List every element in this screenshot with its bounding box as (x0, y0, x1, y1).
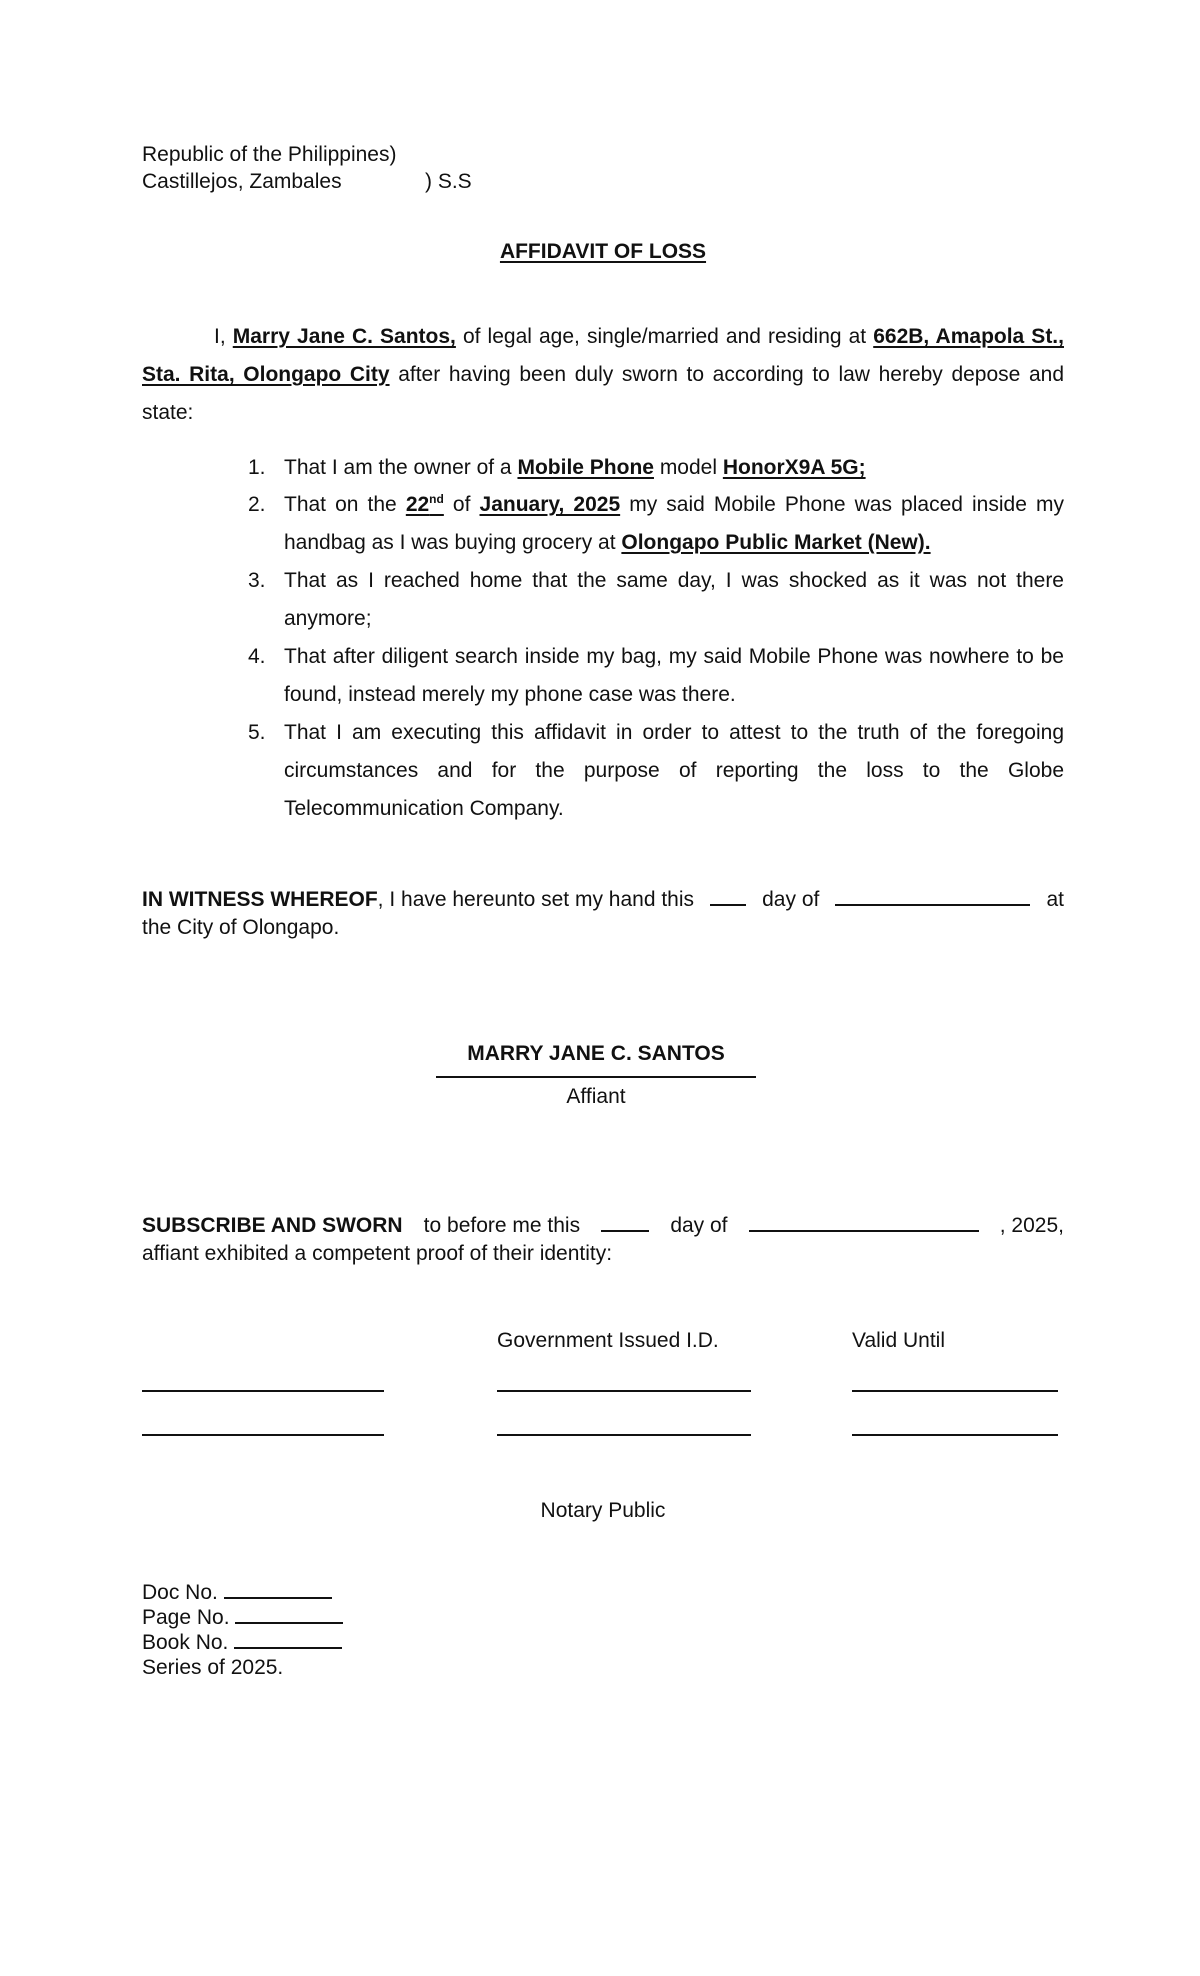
witness-line-2: the City of Olongapo. (142, 916, 340, 939)
valid-until-column-header: Valid Until (852, 1329, 945, 1352)
list-item (248, 562, 1064, 638)
item-number: 2. (248, 493, 266, 516)
venue-ss: ) S.S (425, 170, 472, 193)
loss-date: January, 2025 (479, 493, 621, 516)
sworn-lead: SUBSCRIBE AND SWORN (142, 1214, 403, 1237)
signature-line (436, 1076, 756, 1078)
witness-text-1: , I have hereunto set my hand this (377, 888, 695, 911)
sworn-paragraph (142, 1210, 1064, 1268)
witness-paragraph (142, 884, 1064, 942)
witness-day-blank (710, 884, 746, 906)
page-no-label: Page No. (142, 1606, 230, 1629)
affiant-name: MARRY JANE C. SANTOS (467, 1042, 725, 1065)
item-text: That on the (284, 493, 397, 516)
item-number: 5. (248, 721, 266, 744)
id-row-2-id-line (497, 1434, 751, 1436)
witness-month-blank (835, 884, 1030, 906)
item-text: That after diligent search inside my bag, my said Mobile Phone was nowhere to be found, instead merely my phone case was there. (284, 645, 1064, 706)
venue-line-1: Republic of the Philippines) (142, 143, 397, 166)
witness-text-3: at (1046, 888, 1064, 911)
loss-day: 22nd (405, 492, 444, 516)
intro-text-2: after having been duly sworn to according to law hereby depose and state: (142, 363, 1064, 424)
sworn-line-2: affiant exhibited a competent proof of their identity: (142, 1242, 613, 1265)
id-row-2-valid-line (852, 1434, 1058, 1436)
item-number: 1. (248, 456, 266, 479)
list-item (248, 449, 1064, 487)
series-label: Series of 2025. (142, 1656, 284, 1679)
doc-no-label: Doc No. (142, 1581, 218, 1604)
notary-label: Notary Public (540, 1499, 666, 1522)
sworn-day-blank (601, 1210, 649, 1232)
id-row-1-name-line (142, 1390, 384, 1392)
page-no-blank (235, 1605, 343, 1624)
intro-paragraph (142, 318, 1064, 432)
affiant-address: 662B, Amapola St., Sta. Rita, Olongapo City (142, 325, 1064, 386)
item-text: of (452, 493, 471, 516)
id-column-header: Government Issued I.D. (497, 1329, 719, 1352)
id-row-1-id-line (497, 1390, 751, 1392)
loss-place: Olongapo Public Market (New). (621, 531, 931, 554)
item-number: 3. (248, 569, 266, 592)
id-row-2-name-line (142, 1434, 384, 1436)
witness-text-2: day of (762, 888, 820, 911)
item-object: Mobile Phone (517, 456, 654, 479)
book-no-label: Book No. (142, 1631, 229, 1654)
intro-text-1: of legal age, single/married and residing at (462, 325, 867, 348)
sworn-text-3: , 2025, (999, 1214, 1064, 1237)
docket-block (142, 1580, 343, 1680)
book-no-blank (234, 1630, 342, 1649)
phone-model: HonorX9A 5G; (722, 456, 866, 479)
sworn-text-2: day of (670, 1214, 728, 1237)
item-text: model (659, 456, 718, 479)
affiant-label: Affiant (566, 1085, 626, 1108)
sworn-text-1: to before me this (423, 1214, 581, 1237)
affiant-name-inline: Marry Jane C. Santos, (232, 325, 456, 348)
item-text: my said Mobile Phone was placed inside my handbag as I was buying grocery at (284, 493, 1064, 554)
intro-prefix: I, (214, 325, 226, 348)
doc-no-blank (224, 1580, 332, 1599)
list-item (248, 638, 1064, 714)
item-text: That I am executing this affidavit in order to attest to the truth of the foregoing circumstances and for the purpose of reporting the loss to the Globe Telecommunication Company. (284, 721, 1064, 820)
id-row-1-valid-line (852, 1390, 1058, 1392)
venue-place: Castillejos, Zambales (142, 170, 342, 193)
witness-lead: IN WITNESS WHEREOF (142, 888, 378, 911)
list-item (248, 714, 1064, 828)
list-item (248, 486, 1064, 562)
sworn-month-blank (749, 1210, 979, 1232)
item-text: That as I reached home that the same day, I was shocked as it was not there anymore; (284, 569, 1064, 630)
item-number: 4. (248, 645, 266, 668)
document-title: AFFIDAVIT OF LOSS (499, 240, 707, 263)
item-text: That I am the owner of a (284, 456, 512, 479)
